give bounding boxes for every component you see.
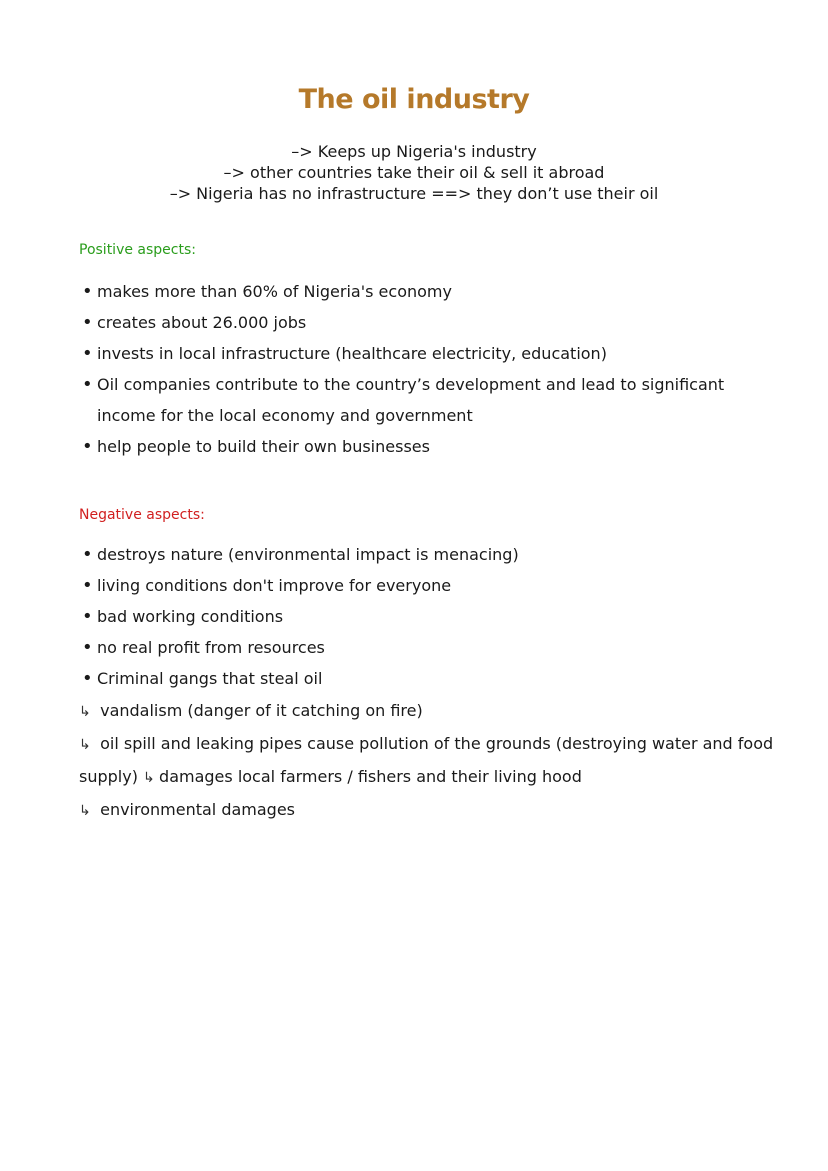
subpoint-text: vandalism (danger of it catching on fire) (100, 701, 423, 720)
bullet-icon: • (82, 544, 93, 565)
bullet-icon: • (82, 637, 93, 658)
list-item (79, 338, 779, 369)
subpoint-line (79, 728, 779, 794)
subpoint-text: oil spill and leaking pipes cause pollution of the grounds (destroying water and food supply) (79, 734, 774, 786)
subpoint-line (79, 695, 779, 728)
negative-aspects-heading: Negative aspects: (79, 507, 205, 523)
criminal-gangs-subpoints (79, 695, 779, 827)
list-item (79, 276, 779, 307)
negative-aspects-list (79, 539, 779, 694)
intro-block (0, 141, 828, 204)
list-item (79, 307, 779, 338)
intro-line: –> other countries take their oil & sell it abroad (223, 163, 605, 182)
list-item-text: invests in local infrastructure (healthcare electricity, education) (97, 344, 607, 363)
list-item (79, 431, 779, 462)
positive-aspects-heading: Positive aspects: (79, 242, 196, 258)
list-item (79, 663, 779, 694)
subpoint-text: environmental damages (100, 800, 296, 819)
bullet-icon: • (82, 343, 93, 364)
bullet-icon: • (82, 436, 93, 457)
list-item (79, 632, 779, 663)
list-item (79, 369, 779, 431)
list-item (79, 601, 779, 632)
bullet-icon: • (82, 668, 93, 689)
bullet-icon: • (82, 374, 93, 395)
sub-arrow-icon: ↳ (79, 704, 91, 720)
bullet-icon: • (82, 281, 93, 302)
subpoint-text: damages local farmers / fishers and their living hood (159, 767, 582, 786)
list-item-text: help people to build their own businesses (97, 437, 430, 456)
list-item-text: living conditions don't improve for everyone (97, 576, 452, 595)
intro-line: –> Keeps up Nigeria's industry (291, 142, 537, 161)
list-item-text: no real profit from resources (97, 638, 325, 657)
sub-arrow-icon: ↳ (79, 803, 91, 819)
list-item-text: creates about 26.000 jobs (97, 313, 307, 332)
sub-arrow-icon: ↳ (79, 737, 91, 753)
bullet-icon: • (82, 312, 93, 333)
subpoint-line (79, 794, 779, 827)
positive-aspects-list (79, 276, 779, 462)
list-item (79, 539, 779, 570)
page-title: The oil industry (298, 84, 530, 115)
intro-line: –> Nigeria has no infrastructure ==> they don’t use their oil (169, 184, 659, 203)
list-item-text: bad working conditions (97, 607, 284, 626)
list-item-text: Oil companies contribute to the country’s development and lead to significant income for the local economy and government (97, 375, 725, 425)
sub-arrow-icon: ↳ (143, 770, 155, 786)
bullet-icon: • (82, 606, 93, 627)
list-item (79, 570, 779, 601)
list-item-text: makes more than 60% of Nigeria's economy (97, 282, 452, 301)
list-item-text: Criminal gangs that steal oil (97, 669, 323, 688)
bullet-icon: • (82, 575, 93, 596)
list-item-text: destroys nature (environmental impact is menacing) (97, 545, 519, 564)
